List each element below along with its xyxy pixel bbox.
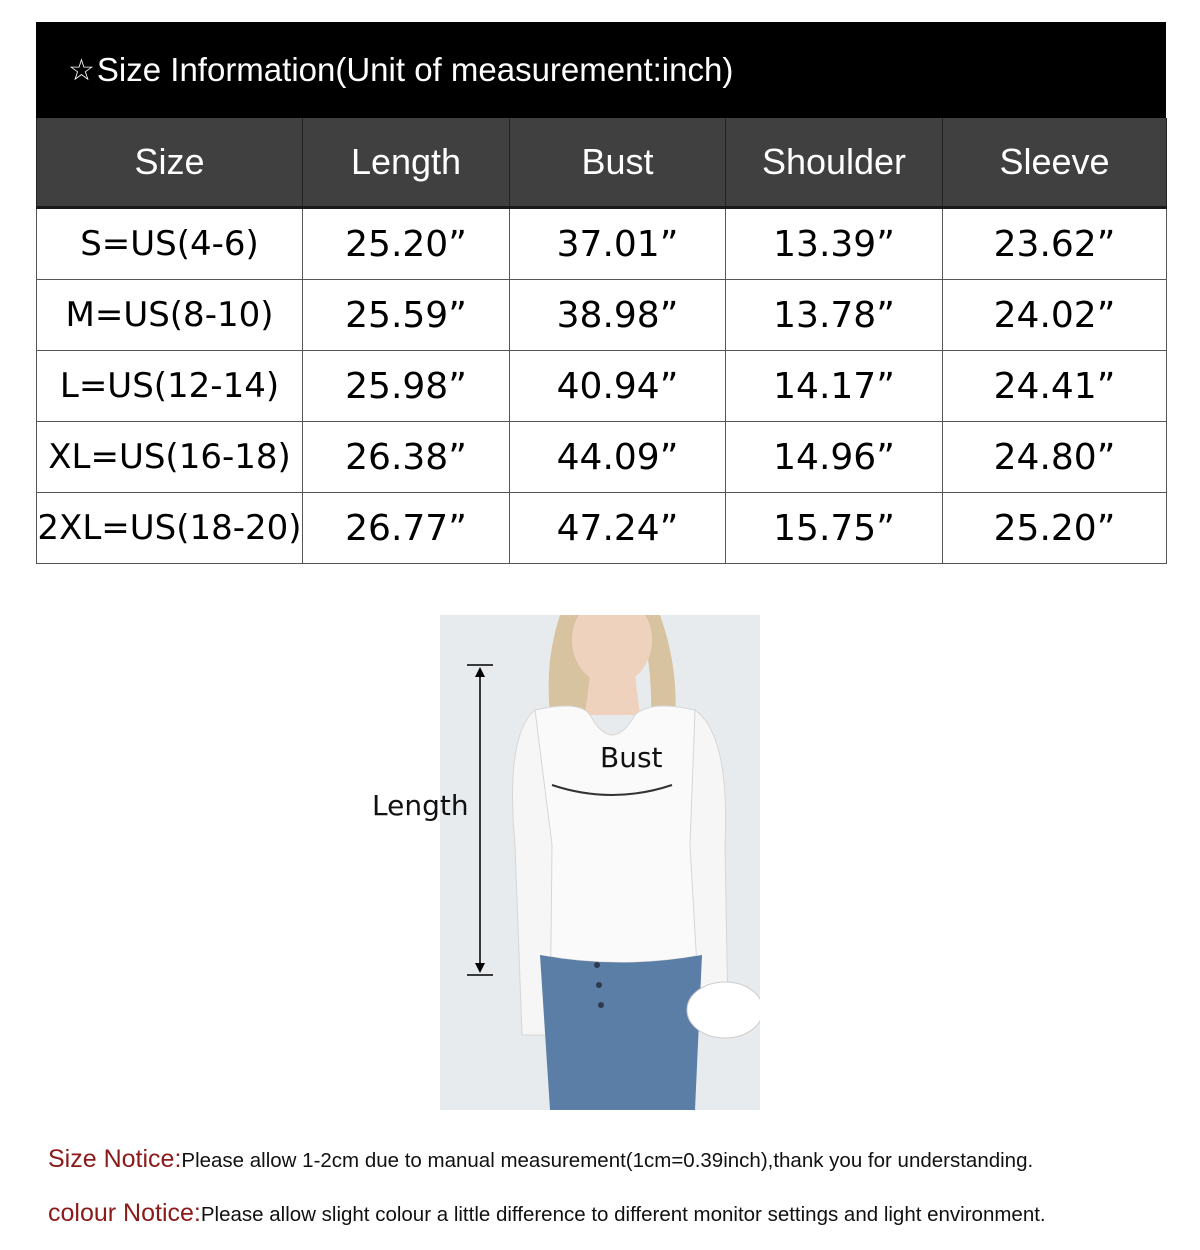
table-row bbox=[37, 351, 1167, 422]
sleeve-cell: 23.62” bbox=[943, 208, 1167, 280]
table-header-row bbox=[37, 118, 1167, 208]
length-arrow bbox=[465, 663, 495, 983]
size-cell: M=US(8-10) bbox=[37, 280, 303, 351]
table-row bbox=[37, 422, 1167, 493]
bust-cell: 44.09” bbox=[510, 422, 726, 493]
star-icon: ☆ bbox=[68, 52, 95, 88]
size-table bbox=[36, 118, 1167, 564]
shoulder-cell: 13.39” bbox=[726, 208, 943, 280]
length-cell: 26.38” bbox=[303, 422, 510, 493]
bust-cell: 47.24” bbox=[510, 493, 726, 564]
colour-notice-text: Please allow slight colour a little difference to different monitor settings and light environment. bbox=[200, 1203, 1046, 1226]
table-row bbox=[37, 208, 1167, 280]
size-cell: 2XL=US(18-20) bbox=[37, 493, 303, 564]
size-cell: S=US(4-6) bbox=[37, 208, 303, 280]
measurement-figure bbox=[340, 615, 860, 1110]
length-cell: 26.77” bbox=[303, 493, 510, 564]
sleeve-cell: 24.41” bbox=[943, 351, 1167, 422]
size-cell: L=US(12-14) bbox=[37, 351, 303, 422]
bust-label: Bust bbox=[600, 741, 663, 774]
column-header-sleeve: Sleeve bbox=[943, 118, 1167, 208]
bust-cell: 38.98” bbox=[510, 280, 726, 351]
table-row bbox=[37, 493, 1167, 564]
length-label: Length bbox=[372, 789, 469, 822]
shoulder-cell: 14.17” bbox=[726, 351, 943, 422]
length-cell: 25.59” bbox=[303, 280, 510, 351]
column-header-length: Length bbox=[303, 118, 510, 208]
column-header-shoulder: Shoulder bbox=[726, 118, 943, 208]
colour-notice-label: colour Notice: bbox=[48, 1199, 201, 1227]
bust-cell: 40.94” bbox=[510, 351, 726, 422]
sleeve-cell: 24.02” bbox=[943, 280, 1167, 351]
column-header-bust: Bust bbox=[510, 118, 726, 208]
column-header-size: Size bbox=[37, 118, 303, 208]
sleeve-cell: 25.20” bbox=[943, 493, 1167, 564]
size-info-title-bar bbox=[36, 22, 1166, 118]
sleeve-cell: 24.80” bbox=[943, 422, 1167, 493]
shoulder-cell: 15.75” bbox=[726, 493, 943, 564]
size-info-title: Size Information(Unit of measurement:inch) bbox=[96, 51, 734, 88]
length-cell: 25.20” bbox=[303, 208, 510, 280]
shoulder-cell: 14.96” bbox=[726, 422, 943, 493]
shoulder-cell: 13.78” bbox=[726, 280, 943, 351]
table-row bbox=[37, 280, 1167, 351]
length-cell: 25.98” bbox=[303, 351, 510, 422]
colour-notice bbox=[48, 1199, 1046, 1228]
size-notice-label: Size Notice: bbox=[48, 1145, 182, 1173]
bust-cell: 37.01” bbox=[510, 208, 726, 280]
size-notice bbox=[48, 1145, 1033, 1174]
size-notice-text: Please allow 1-2cm due to manual measurement(1cm=0.39inch),thank you for understanding. bbox=[181, 1149, 1034, 1172]
size-cell: XL=US(16-18) bbox=[37, 422, 303, 493]
